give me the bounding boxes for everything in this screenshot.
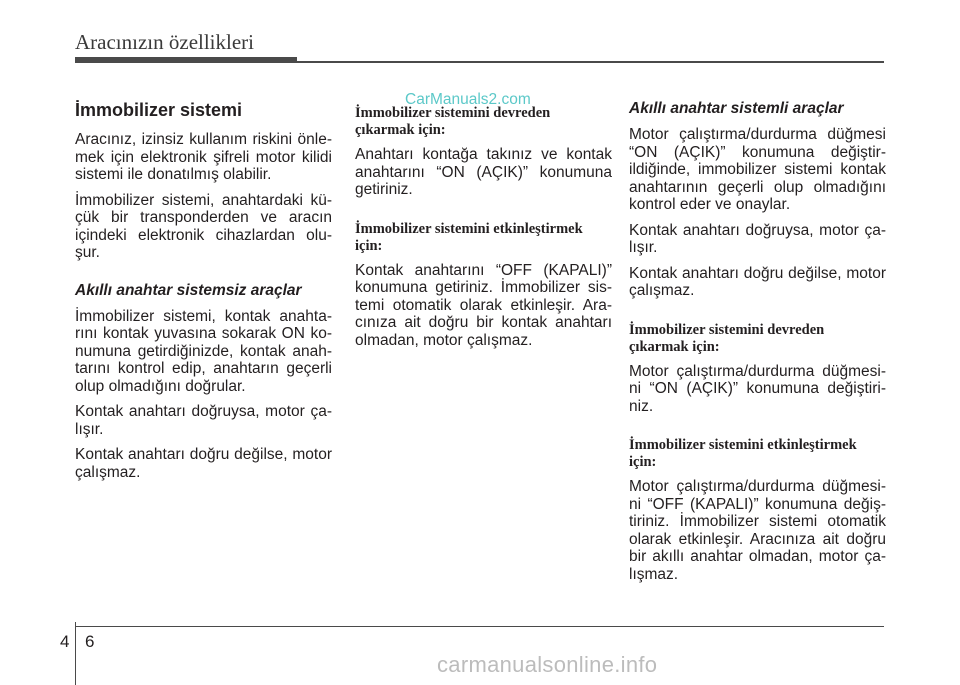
heading-enable: İmmobilizer sistemini etkinleştirmek için: <box>629 437 857 470</box>
footer-divider-vertical <box>75 622 76 685</box>
page-header-title: Aracınızın özellikleri <box>75 30 255 54</box>
subheading-smart-key: Akıllı anahtar sistemli araçlar <box>629 100 844 117</box>
paragraph: Kontak anahtarı doğru değilse, motor çalışmaz. <box>629 264 886 299</box>
page-number: 6 <box>85 632 95 651</box>
paragraph: Motor çalıştırma/durdurma düğmesi-ni “ON (AÇIK)” konumuna değiştiri-niz. <box>629 362 886 415</box>
paragraph: Kontak anahtarını “OFF (KAPALI)” konumuna getiriniz. İmmobilizer sis-temi otomatik olarak etkinleşir. Ara-cınıza ait doğru bir kontak anahtarı olmadan, motor çalışmaz. <box>355 261 612 349</box>
paragraph: İmmobilizer sistemi, anahtardaki kü-çük bir transponderden ve aracın içindeki elektronik cihazlardan olu-şur. <box>75 191 332 261</box>
paragraph: Motor çalıştırma/durdurma düğmesi “ON (AÇIK)” konumuna değiştir-ildiğinde, immobilizer sistemi kontak anahtarının geçerli olup olmadığını kontrol eder ve onaylar. <box>629 126 886 213</box>
heading-disable: İmmobilizer sistemini devreden çıkarmak için: <box>355 105 551 138</box>
header-rule-thick <box>75 57 297 63</box>
paragraph: Kontak anahtarı doğruysa, motor ça-lışır. <box>629 221 886 256</box>
paragraph: Kontak anahtarı doğruysa, motor ça-lışır. <box>75 403 332 438</box>
column-right <box>629 100 886 591</box>
column-middle <box>355 105 612 357</box>
page-section-number: 4 <box>60 632 70 651</box>
footer-watermark: carmanualsonline.info <box>437 652 658 677</box>
paragraph: Motor çalıştırma/durdurma düğmesi-ni “OFF (KAPALI)” konumuna değiş-tiriniz. İmmobilizer sistemi otomatik olarak etkinleşir. Aracınıza ait doğru bir akıllı anahtar olmadan, motor ça-lışmaz. <box>629 478 886 583</box>
paragraph: Anahtarı kontağa takınız ve kontak anahtarını “ON (AÇIK)” konumuna getiriniz. <box>355 146 612 198</box>
footer-divider-horizontal <box>75 626 884 627</box>
section-heading: İmmobilizer sistemi <box>75 100 243 120</box>
header-rule-thin <box>297 61 884 63</box>
subheading-no-smart-key: Akıllı anahtar sistemsiz araçlar <box>75 281 302 299</box>
site-watermark: CarManuals2.com <box>405 91 531 108</box>
paragraph: İmmobilizer sistemi, kontak anahta-rını kontak yuvasına sokarak ON ko-numuna getirdiğinizde, kontak anah-tarını kontrol edip, anahtarın geçerli olup olmadığını doğrular. <box>75 307 332 395</box>
heading-disable: İmmobilizer sistemini devreden çıkarmak için: <box>629 321 825 355</box>
column-left <box>75 100 332 489</box>
paragraph: Kontak anahtarı doğru değilse, motor çalışmaz. <box>75 446 332 481</box>
heading-enable: İmmobilizer sistemini etkinleştirmek için: <box>355 220 583 254</box>
paragraph: Aracınız, izinsiz kullanım riskini önle-mek için elektronik şifreli motor kilidi sistemi ile donatılmış olabilir. <box>75 131 332 183</box>
